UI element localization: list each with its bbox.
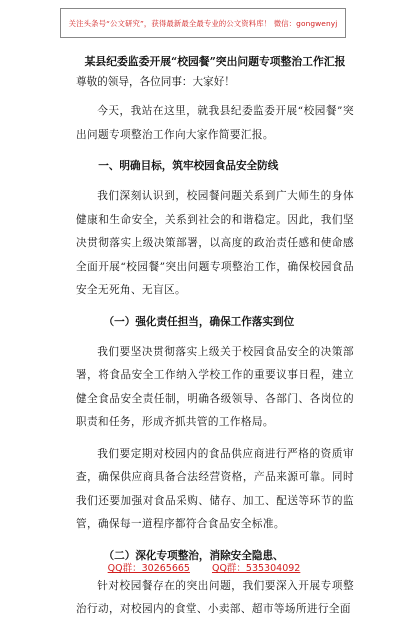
salutation: 尊敬的领导，各位同事：大家好！ <box>76 76 235 88</box>
qq-group-link-1[interactable]: QQ群：30265665 <box>107 563 190 574</box>
document-title: 某县纪委监委开展“校园餐”突出问题专项整治工作汇报 <box>84 55 346 68</box>
intro-paragraph: 今天，我站在这里，就我县纪委监委开展“校园餐”突出问题专项整治工作向大家作简要汇报。 <box>76 105 354 141</box>
section-1-paragraph: 我们深刻认识到，校园餐问题关系到广大师生的身体健康和生命安全，关系到社会的和谐稳定。因此，我们坚决贯彻落实上级决策部署，以高度的政治责任感和使命感全面开展“校园餐”突出问题专项整治工作，确保校园食品安全无死角、无盲区。 <box>76 190 354 296</box>
footer-bar <box>0 560 408 580</box>
subsection-2-heading: （二）深化专项整治，消除安全隐患、 <box>103 549 284 562</box>
qq-group-link-2[interactable]: QQ群：535304092 <box>211 563 301 574</box>
document-body <box>76 52 354 622</box>
section-1-heading: 一、明确目标，筑牢校园食品安全防线 <box>98 160 279 172</box>
subsection-1-paragraph-1: 我们要坚决贯彻落实上级关于校园食品安全的决策部署，将食品安全工作纳入学校工作的重要议事日程，建立健全食品安全责任制，明确各级领导、各部门、各岗位的职责和任务，形成齐抓共管的工作格局。 <box>76 345 354 428</box>
subsection-1-heading: （一）强化责任担当，确保工作落实到位 <box>103 315 295 328</box>
subsection-1-paragraph-2: 我们要定期对校园内的食品供应商进行严格的资质审查，确保供应商具备合法经营资格，产品来源可靠。同时我们还要加强对食品采购、储存、加工、配送等环节的监管，确保每一道程序都符合食品安全标准。 <box>76 447 354 530</box>
banner-text: 关注头条号“公文研究”，获得最新最全最专业的公文资料库！ 微信：gongwenyj <box>68 18 338 28</box>
header-banner <box>60 8 346 38</box>
subsection-2-paragraph: 针对校园餐存在的突出问题，我们要深入开展专项整治行动，对校园内的食堂、小卖部、超市等场所进行全面 <box>76 579 354 615</box>
